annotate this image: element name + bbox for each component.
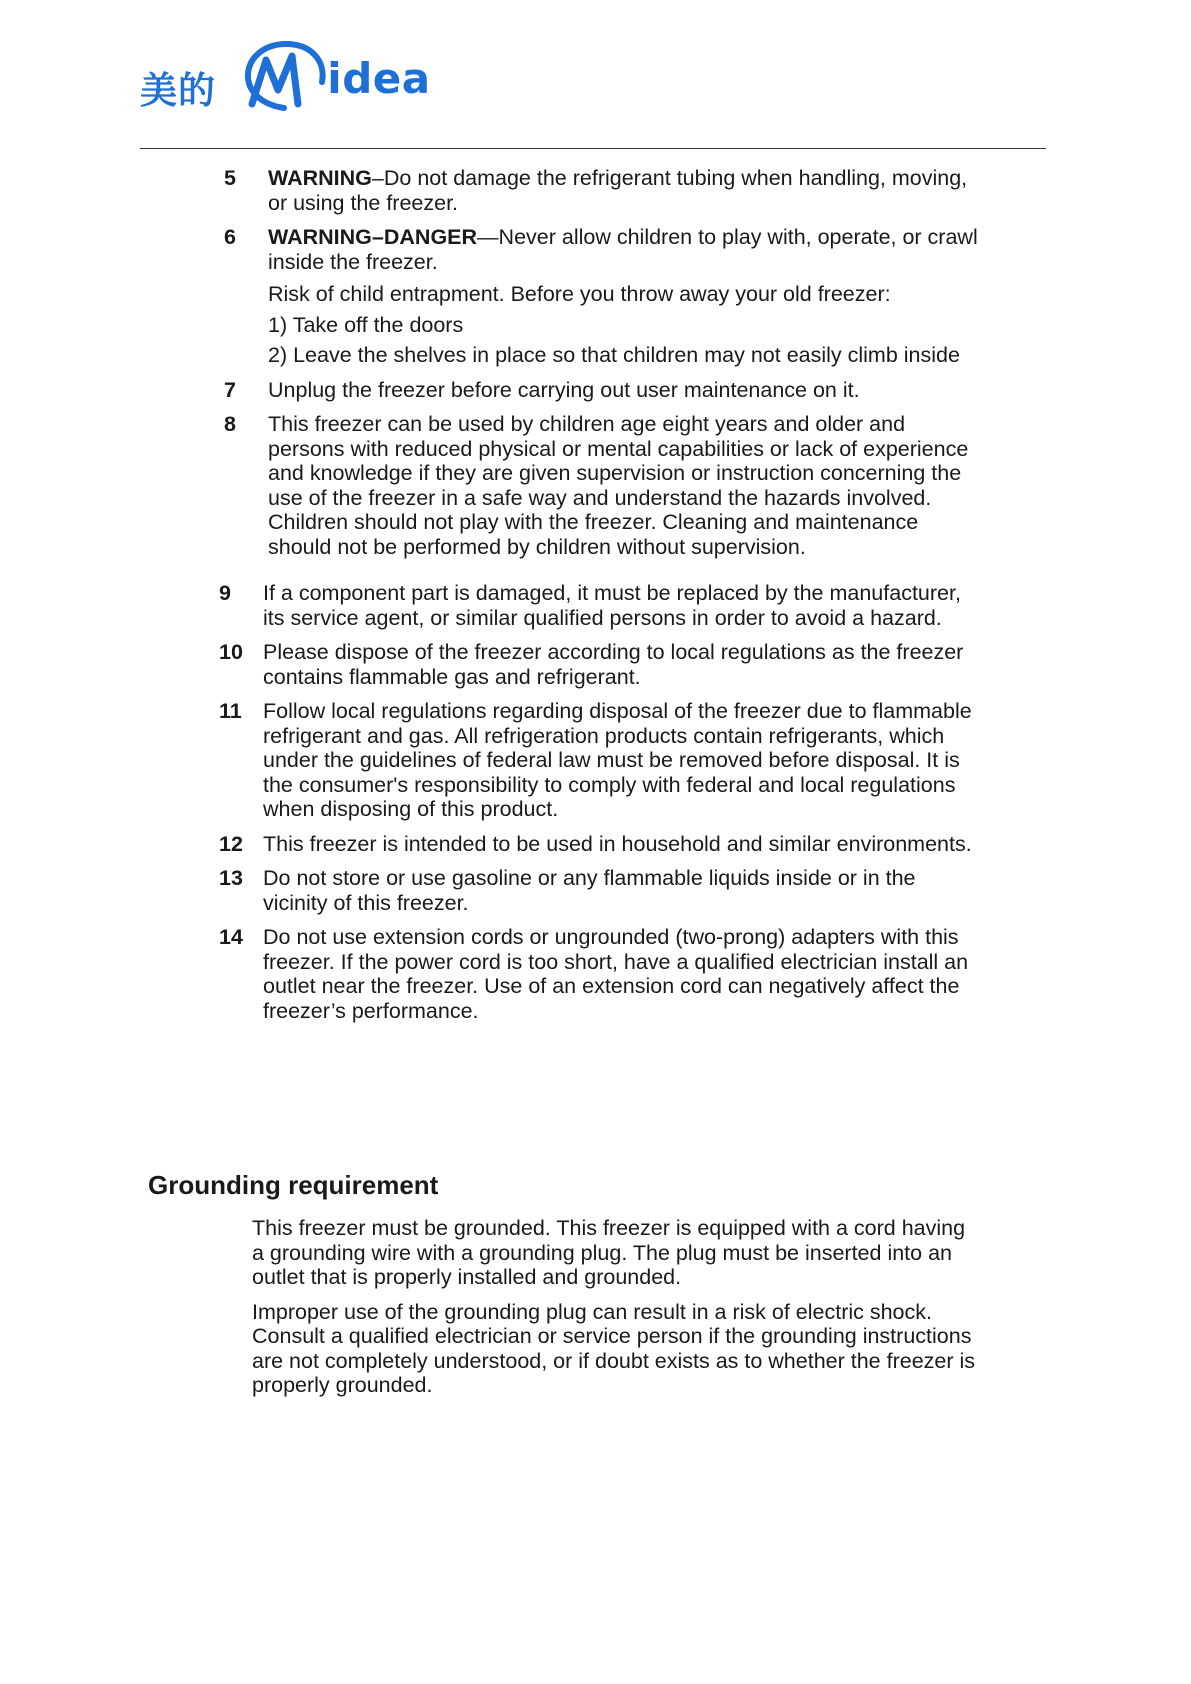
item-number: 7 <box>224 377 236 402</box>
item-text: Unplug the freezer before carrying out user maintenance on it. <box>268 377 860 402</box>
safety-list <box>219 166 984 1033</box>
item-text: —Never allow children to play with, operate, or crawl inside the freezer. <box>268 225 978 274</box>
item-number: 14 <box>219 925 243 949</box>
item-number: 8 <box>224 412 236 436</box>
section-heading-grounding: Grounding requirement <box>148 1170 439 1200</box>
item-label: WARNING <box>268 166 372 190</box>
item-number: 13 <box>219 866 243 890</box>
item-text: Do not use extension cords or ungrounded (two-prong) adapters with this freezer. If the power cord is too short, have a qualified electrician install an outlet near the freezer. Use of an extension cord can negatively affect the freezer’s performance. <box>263 925 969 1023</box>
item-risk-note: Risk of child entrapment. Before you throw away your old freezer: <box>268 282 891 306</box>
brand-logo-text <box>285 54 431 103</box>
item-text: Please dispose of the freezer according to local regulations as the freezer contains flammable gas and refrigerant. <box>263 640 964 689</box>
list-item <box>224 412 984 559</box>
list-item <box>219 581 984 630</box>
list-item <box>224 378 984 403</box>
item-step: 1) Take off the doors <box>268 312 464 337</box>
list-item <box>219 699 984 822</box>
item-text: This freezer is intended to be used in household and similar environments. <box>263 831 972 856</box>
item-step: 2) Leave the shelves in place so that children may not easily climb inside <box>268 343 960 367</box>
item-number: 6 <box>224 225 236 249</box>
list-item <box>219 640 984 689</box>
item-number: 10 <box>219 640 243 664</box>
grounding-body <box>252 1216 982 1408</box>
grounding-paragraph: Improper use of the grounding plug can result in a risk of electric shock. Consult a qualified electrician or service person if the grounding instructions are not completely understood, or if doubt exists as to whether the freezer is properly grounded. <box>252 1299 976 1397</box>
item-label: WARNING–DANGER <box>268 225 478 249</box>
brand-logo-text-rest: idea <box>327 54 431 103</box>
list-item <box>219 866 984 915</box>
item-text: Do not store or use gasoline or any flammable liquids inside or in the vicinity of this freezer. <box>263 866 916 915</box>
list-item <box>219 925 984 1023</box>
grounding-paragraph: This freezer must be grounded. This freezer is equipped with a cord having a grounding wire with a grounding plug. The plug must be inserted into an outlet that is properly installed and grounded. <box>252 1216 966 1289</box>
item-text: –Do not damage the refrigerant tubing when handling, moving, or using the freezer. <box>268 166 968 215</box>
item-text: Follow local regulations regarding disposal of the freezer due to flammable refrigerant and gas. All refrigeration products contain refrigerants, which under the guidelines of federal law must be removed before disposal. It is the consumer's responsibility to comply with federal and local regulations when disposing of this product. <box>263 699 972 821</box>
item-text: This freezer can be used by children age eight years and older and persons with reduced physical or mental capabilities or lack of experience and knowledge if they are given supervision or instruction concerning the use of the freezer in a safe way and understand the hazards involved. Children should not play with the freezer. Cleaning and maintenance should not be performed by children without supervision. <box>268 412 969 559</box>
header-divider <box>140 148 1046 149</box>
item-number: 5 <box>224 166 236 190</box>
item-number: 11 <box>219 699 242 723</box>
item-number: 9 <box>219 581 231 605</box>
item-text: If a component part is damaged, it must be replaced by the manufacturer, its service agent, or similar qualified persons in order to avoid a hazard. <box>263 581 961 630</box>
item-number: 12 <box>219 831 243 856</box>
list-item <box>219 832 984 857</box>
list-item <box>224 166 984 215</box>
list-item <box>224 225 984 368</box>
brand-logo-chinese: 美的 <box>140 69 216 112</box>
